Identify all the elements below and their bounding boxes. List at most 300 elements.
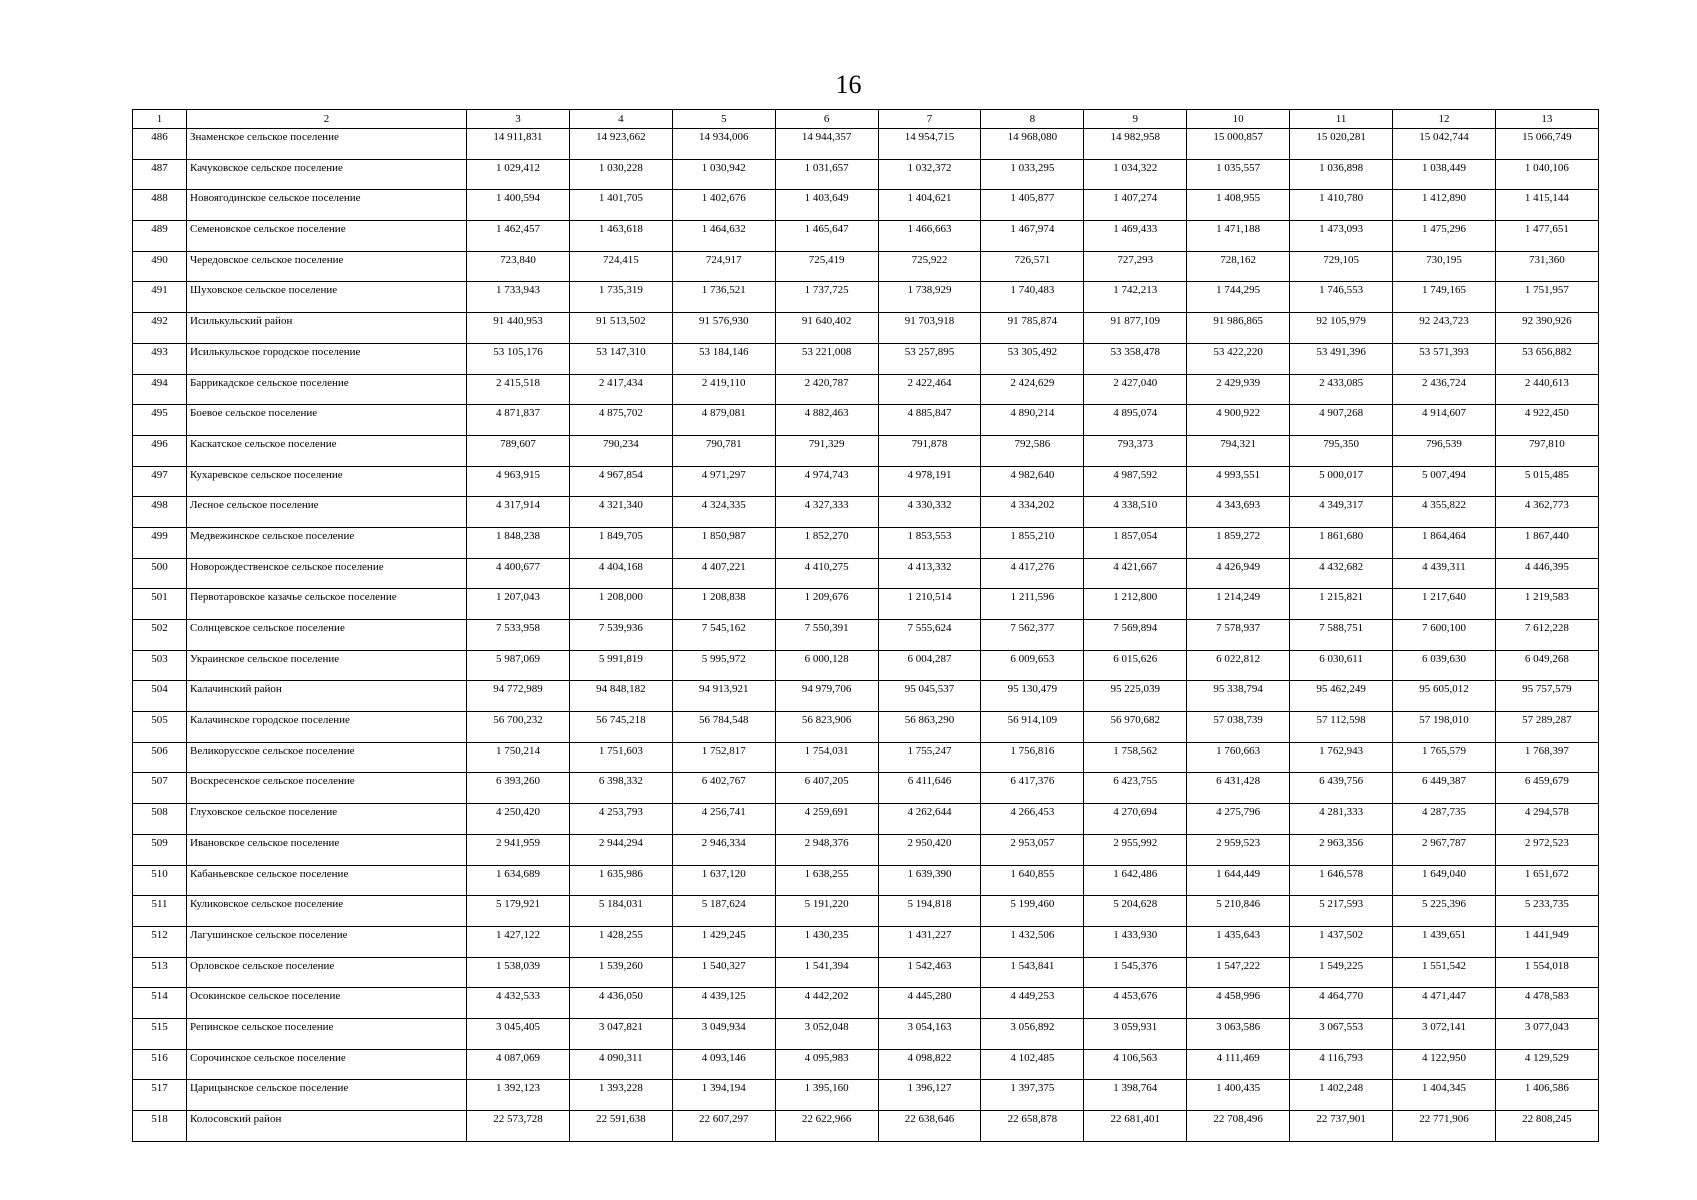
table-row <box>133 957 1599 988</box>
municipality-name: Боевое сельское поселение <box>187 405 467 436</box>
value-cell-col-13: 1 554,018 <box>1495 957 1598 988</box>
value-cell-col-11: 5 217,593 <box>1290 896 1393 927</box>
value-cell-col-7: 2 950,420 <box>878 834 981 865</box>
municipality-name: Царицынское сельское поселение <box>187 1080 467 1111</box>
value-cell-col-10: 4 458,996 <box>1187 988 1290 1019</box>
row-number: 513 <box>133 957 187 988</box>
value-cell-col-6: 22 622,966 <box>775 1111 878 1142</box>
value-cell-col-9: 1 857,054 <box>1084 527 1187 558</box>
value-cell-col-13: 4 478,583 <box>1495 988 1598 1019</box>
value-cell-col-3: 1 400,594 <box>467 190 570 221</box>
value-cell-col-4: 1 428,255 <box>569 926 672 957</box>
value-cell-col-10: 1 547,222 <box>1187 957 1290 988</box>
value-cell-col-8: 1 211,596 <box>981 589 1084 620</box>
value-cell-col-8: 91 785,874 <box>981 313 1084 344</box>
table-row <box>133 405 1599 436</box>
table-row <box>133 282 1599 313</box>
value-cell-col-13: 6 459,679 <box>1495 773 1598 804</box>
table-row <box>133 589 1599 620</box>
value-cell-col-8: 53 305,492 <box>981 343 1084 374</box>
row-number: 489 <box>133 221 187 252</box>
value-cell-col-4: 1 393,228 <box>569 1080 672 1111</box>
column-header-2: 2 <box>187 110 467 129</box>
value-cell-col-11: 95 462,249 <box>1290 681 1393 712</box>
value-cell-col-6: 3 052,048 <box>775 1018 878 1049</box>
value-cell-col-13: 22 808,245 <box>1495 1111 1598 1142</box>
value-cell-col-3: 1 427,122 <box>467 926 570 957</box>
value-cell-col-5: 1 850,987 <box>672 527 775 558</box>
value-cell-col-8: 1 467,974 <box>981 221 1084 252</box>
value-cell-col-9: 4 895,074 <box>1084 405 1187 436</box>
row-number: 507 <box>133 773 187 804</box>
value-cell-col-5: 1 402,676 <box>672 190 775 221</box>
municipality-name: Чередовское сельское поселение <box>187 251 467 282</box>
value-cell-col-9: 1 212,800 <box>1084 589 1187 620</box>
table-row <box>133 251 1599 282</box>
value-cell-col-12: 5 007,494 <box>1393 466 1496 497</box>
municipality-name: Репинское сельское поселение <box>187 1018 467 1049</box>
value-cell-col-7: 725,922 <box>878 251 981 282</box>
value-cell-col-12: 53 571,393 <box>1393 343 1496 374</box>
value-cell-col-6: 2 420,787 <box>775 374 878 405</box>
column-header-6: 6 <box>775 110 878 129</box>
value-cell-col-3: 1 538,039 <box>467 957 570 988</box>
value-cell-col-13: 1 415,144 <box>1495 190 1598 221</box>
value-cell-col-9: 1 742,213 <box>1084 282 1187 313</box>
value-cell-col-6: 791,329 <box>775 435 878 466</box>
value-cell-col-13: 7 612,228 <box>1495 620 1598 651</box>
value-cell-col-13: 15 066,749 <box>1495 129 1598 160</box>
value-cell-col-10: 1 760,663 <box>1187 742 1290 773</box>
value-cell-col-13: 1 406,586 <box>1495 1080 1598 1111</box>
value-cell-col-3: 4 871,837 <box>467 405 570 436</box>
value-cell-col-5: 1 752,817 <box>672 742 775 773</box>
value-cell-col-6: 7 550,391 <box>775 620 878 651</box>
table-row <box>133 834 1599 865</box>
value-cell-col-7: 7 555,624 <box>878 620 981 651</box>
value-cell-col-4: 4 321,340 <box>569 497 672 528</box>
value-cell-col-8: 2 953,057 <box>981 834 1084 865</box>
value-cell-col-13: 1 040,106 <box>1495 159 1598 190</box>
table-row <box>133 466 1599 497</box>
value-cell-col-9: 2 955,992 <box>1084 834 1187 865</box>
municipality-name: Лагушинское сельское поселение <box>187 926 467 957</box>
value-cell-col-7: 14 954,715 <box>878 129 981 160</box>
value-cell-col-11: 2 433,085 <box>1290 374 1393 405</box>
value-cell-col-4: 6 398,332 <box>569 773 672 804</box>
value-cell-col-3: 7 533,958 <box>467 620 570 651</box>
municipality-name: Осокинское сельское поселение <box>187 988 467 1019</box>
value-cell-col-6: 56 823,906 <box>775 712 878 743</box>
row-number: 509 <box>133 834 187 865</box>
value-cell-col-6: 14 944,357 <box>775 129 878 160</box>
value-cell-col-3: 723,840 <box>467 251 570 282</box>
municipality-name: Качуковское сельское поселение <box>187 159 467 190</box>
value-cell-col-12: 4 122,950 <box>1393 1049 1496 1080</box>
value-cell-col-4: 5 184,031 <box>569 896 672 927</box>
header-row <box>133 110 1599 129</box>
value-cell-col-4: 91 513,502 <box>569 313 672 344</box>
value-cell-col-3: 4 400,677 <box>467 558 570 589</box>
municipality-name: Исилькульский район <box>187 313 467 344</box>
row-number: 515 <box>133 1018 187 1049</box>
municipality-name: Ивановское сельское поселение <box>187 834 467 865</box>
municipality-name: Исилькульское городское поселение <box>187 343 467 374</box>
value-cell-col-5: 2 419,110 <box>672 374 775 405</box>
row-number: 487 <box>133 159 187 190</box>
value-cell-col-11: 92 105,979 <box>1290 313 1393 344</box>
value-cell-col-3: 3 045,405 <box>467 1018 570 1049</box>
value-cell-col-12: 730,195 <box>1393 251 1496 282</box>
value-cell-col-9: 95 225,039 <box>1084 681 1187 712</box>
row-number: 504 <box>133 681 187 712</box>
value-cell-col-5: 1 464,632 <box>672 221 775 252</box>
value-cell-col-10: 4 900,922 <box>1187 405 1290 436</box>
value-cell-col-13: 6 049,268 <box>1495 650 1598 681</box>
value-cell-col-4: 724,415 <box>569 251 672 282</box>
value-cell-col-10: 1 400,435 <box>1187 1080 1290 1111</box>
row-number: 497 <box>133 466 187 497</box>
value-cell-col-10: 1 214,249 <box>1187 589 1290 620</box>
value-cell-col-6: 6 000,128 <box>775 650 878 681</box>
value-cell-col-9: 1 398,764 <box>1084 1080 1187 1111</box>
value-cell-col-8: 14 968,080 <box>981 129 1084 160</box>
value-cell-col-3: 5 987,069 <box>467 650 570 681</box>
value-cell-col-5: 5 995,972 <box>672 650 775 681</box>
table-row <box>133 650 1599 681</box>
value-cell-col-5: 4 407,221 <box>672 558 775 589</box>
value-cell-col-12: 1 404,345 <box>1393 1080 1496 1111</box>
value-cell-col-13: 3 077,043 <box>1495 1018 1598 1049</box>
value-cell-col-9: 4 453,676 <box>1084 988 1187 1019</box>
value-cell-col-12: 1 475,296 <box>1393 221 1496 252</box>
value-cell-col-7: 95 045,537 <box>878 681 981 712</box>
row-number: 511 <box>133 896 187 927</box>
value-cell-col-8: 6 009,653 <box>981 650 1084 681</box>
value-cell-col-4: 790,234 <box>569 435 672 466</box>
value-cell-col-5: 6 402,767 <box>672 773 775 804</box>
value-cell-col-13: 4 129,529 <box>1495 1049 1598 1080</box>
value-cell-col-9: 6 423,755 <box>1084 773 1187 804</box>
value-cell-col-3: 1 634,689 <box>467 865 570 896</box>
value-cell-col-9: 6 015,626 <box>1084 650 1187 681</box>
value-cell-col-13: 797,810 <box>1495 435 1598 466</box>
value-cell-col-12: 1 038,449 <box>1393 159 1496 190</box>
table-row <box>133 620 1599 651</box>
column-header-9: 9 <box>1084 110 1187 129</box>
data-table <box>132 109 1599 1142</box>
value-cell-col-3: 1 029,412 <box>467 159 570 190</box>
value-cell-col-13: 53 656,882 <box>1495 343 1598 374</box>
table-row <box>133 865 1599 896</box>
value-cell-col-10: 1 408,955 <box>1187 190 1290 221</box>
municipality-name: Воскресенское сельское поселение <box>187 773 467 804</box>
column-header-5: 5 <box>672 110 775 129</box>
value-cell-col-6: 6 407,205 <box>775 773 878 804</box>
table-row <box>133 1111 1599 1142</box>
value-cell-col-6: 1 754,031 <box>775 742 878 773</box>
value-cell-col-12: 2 967,787 <box>1393 834 1496 865</box>
value-cell-col-5: 1 429,245 <box>672 926 775 957</box>
value-cell-col-6: 725,419 <box>775 251 878 282</box>
value-cell-col-3: 22 573,728 <box>467 1111 570 1142</box>
value-cell-col-9: 1 469,433 <box>1084 221 1187 252</box>
value-cell-col-12: 4 355,822 <box>1393 497 1496 528</box>
value-cell-col-8: 4 417,276 <box>981 558 1084 589</box>
value-cell-col-10: 1 859,272 <box>1187 527 1290 558</box>
column-header-1: 1 <box>133 110 187 129</box>
value-cell-col-3: 4 317,914 <box>467 497 570 528</box>
value-cell-col-5: 724,917 <box>672 251 775 282</box>
value-cell-col-11: 57 112,598 <box>1290 712 1393 743</box>
value-cell-col-4: 4 253,793 <box>569 804 672 835</box>
row-number: 508 <box>133 804 187 835</box>
value-cell-col-13: 4 362,773 <box>1495 497 1598 528</box>
value-cell-col-6: 1 852,270 <box>775 527 878 558</box>
table-row <box>133 159 1599 190</box>
value-cell-col-8: 726,571 <box>981 251 1084 282</box>
value-cell-col-8: 1 397,375 <box>981 1080 1084 1111</box>
value-cell-col-3: 1 392,123 <box>467 1080 570 1111</box>
table-row <box>133 313 1599 344</box>
value-cell-col-7: 1 210,514 <box>878 589 981 620</box>
value-cell-col-4: 1 539,260 <box>569 957 672 988</box>
value-cell-col-7: 4 445,280 <box>878 988 981 1019</box>
value-cell-col-10: 4 426,949 <box>1187 558 1290 589</box>
row-number: 486 <box>133 129 187 160</box>
table-row <box>133 926 1599 957</box>
value-cell-col-9: 22 681,401 <box>1084 1111 1187 1142</box>
value-cell-col-13: 5 233,735 <box>1495 896 1598 927</box>
value-cell-col-10: 6 431,428 <box>1187 773 1290 804</box>
value-cell-col-3: 1 750,214 <box>467 742 570 773</box>
value-cell-col-13: 4 922,450 <box>1495 405 1598 436</box>
value-cell-col-4: 1 208,000 <box>569 589 672 620</box>
value-cell-col-7: 1 542,463 <box>878 957 981 988</box>
value-cell-col-5: 4 879,081 <box>672 405 775 436</box>
row-number: 499 <box>133 527 187 558</box>
value-cell-col-6: 1 465,647 <box>775 221 878 252</box>
value-cell-col-8: 4 890,214 <box>981 405 1084 436</box>
value-cell-col-7: 1 738,929 <box>878 282 981 313</box>
value-cell-col-12: 4 439,311 <box>1393 558 1496 589</box>
row-number: 488 <box>133 190 187 221</box>
value-cell-col-5: 4 256,741 <box>672 804 775 835</box>
value-cell-col-3: 1 207,043 <box>467 589 570 620</box>
value-cell-col-5: 4 439,125 <box>672 988 775 1019</box>
value-cell-col-8: 4 334,202 <box>981 497 1084 528</box>
row-number: 517 <box>133 1080 187 1111</box>
value-cell-col-12: 6 449,387 <box>1393 773 1496 804</box>
value-cell-col-10: 1 471,188 <box>1187 221 1290 252</box>
value-cell-col-5: 91 576,930 <box>672 313 775 344</box>
value-cell-col-10: 3 063,586 <box>1187 1018 1290 1049</box>
value-cell-col-5: 5 187,624 <box>672 896 775 927</box>
value-cell-col-6: 53 221,008 <box>775 343 878 374</box>
value-cell-col-12: 1 749,165 <box>1393 282 1496 313</box>
value-cell-col-10: 2 429,939 <box>1187 374 1290 405</box>
value-cell-col-8: 3 056,892 <box>981 1018 1084 1049</box>
value-cell-col-6: 4 259,691 <box>775 804 878 835</box>
value-cell-col-9: 1 545,376 <box>1084 957 1187 988</box>
value-cell-col-8: 4 266,453 <box>981 804 1084 835</box>
municipality-name: Медвежинское сельское поселение <box>187 527 467 558</box>
value-cell-col-9: 1 034,322 <box>1084 159 1187 190</box>
value-cell-col-5: 1 540,327 <box>672 957 775 988</box>
value-cell-col-8: 1 640,855 <box>981 865 1084 896</box>
value-cell-col-5: 22 607,297 <box>672 1111 775 1142</box>
value-cell-col-13: 1 477,651 <box>1495 221 1598 252</box>
value-cell-col-4: 53 147,310 <box>569 343 672 374</box>
value-cell-col-3: 1 462,457 <box>467 221 570 252</box>
value-cell-col-9: 7 569,894 <box>1084 620 1187 651</box>
value-cell-col-10: 53 422,220 <box>1187 343 1290 374</box>
value-cell-col-9: 3 059,931 <box>1084 1018 1187 1049</box>
row-number: 505 <box>133 712 187 743</box>
value-cell-col-4: 56 745,218 <box>569 712 672 743</box>
value-cell-col-6: 5 191,220 <box>775 896 878 927</box>
row-number: 491 <box>133 282 187 313</box>
value-cell-col-3: 1 733,943 <box>467 282 570 313</box>
data-table-container <box>132 109 1598 1142</box>
value-cell-col-8: 95 130,479 <box>981 681 1084 712</box>
value-cell-col-11: 729,105 <box>1290 251 1393 282</box>
table-row <box>133 804 1599 835</box>
value-cell-col-4: 4 404,168 <box>569 558 672 589</box>
value-cell-col-9: 14 982,958 <box>1084 129 1187 160</box>
value-cell-col-10: 95 338,794 <box>1187 681 1290 712</box>
value-cell-col-12: 95 605,012 <box>1393 681 1496 712</box>
table-body <box>133 129 1599 1142</box>
value-cell-col-11: 7 588,751 <box>1290 620 1393 651</box>
value-cell-col-12: 1 649,040 <box>1393 865 1496 896</box>
row-number: 498 <box>133 497 187 528</box>
value-cell-col-8: 4 982,640 <box>981 466 1084 497</box>
value-cell-col-4: 1 463,618 <box>569 221 672 252</box>
value-cell-col-4: 1 030,228 <box>569 159 672 190</box>
value-cell-col-9: 56 970,682 <box>1084 712 1187 743</box>
value-cell-col-5: 94 913,921 <box>672 681 775 712</box>
value-cell-col-6: 1 541,394 <box>775 957 878 988</box>
value-cell-col-10: 4 343,693 <box>1187 497 1290 528</box>
value-cell-col-7: 3 054,163 <box>878 1018 981 1049</box>
value-cell-col-11: 1 410,780 <box>1290 190 1393 221</box>
value-cell-col-12: 1 439,651 <box>1393 926 1496 957</box>
value-cell-col-5: 790,781 <box>672 435 775 466</box>
value-cell-col-8: 1 855,210 <box>981 527 1084 558</box>
table-row <box>133 1080 1599 1111</box>
value-cell-col-5: 1 208,838 <box>672 589 775 620</box>
value-cell-col-6: 4 882,463 <box>775 405 878 436</box>
value-cell-col-5: 1 394,194 <box>672 1080 775 1111</box>
municipality-name: Калачинское городское поселение <box>187 712 467 743</box>
row-number: 506 <box>133 742 187 773</box>
value-cell-col-10: 1 035,557 <box>1187 159 1290 190</box>
table-row <box>133 221 1599 252</box>
row-number: 514 <box>133 988 187 1019</box>
value-cell-col-13: 1 768,397 <box>1495 742 1598 773</box>
value-cell-col-12: 2 436,724 <box>1393 374 1496 405</box>
value-cell-col-8: 6 417,376 <box>981 773 1084 804</box>
value-cell-col-12: 57 198,010 <box>1393 712 1496 743</box>
value-cell-col-6: 4 974,743 <box>775 466 878 497</box>
table-row <box>133 988 1599 1019</box>
value-cell-col-10: 15 000,857 <box>1187 129 1290 160</box>
value-cell-col-7: 56 863,290 <box>878 712 981 743</box>
value-cell-col-8: 1 756,816 <box>981 742 1084 773</box>
value-cell-col-13: 92 390,926 <box>1495 313 1598 344</box>
value-cell-col-9: 1 642,486 <box>1084 865 1187 896</box>
row-number: 493 <box>133 343 187 374</box>
value-cell-col-12: 1 765,579 <box>1393 742 1496 773</box>
value-cell-col-3: 4 432,533 <box>467 988 570 1019</box>
municipality-name: Кухаревское сельское поселение <box>187 466 467 497</box>
value-cell-col-8: 4 449,253 <box>981 988 1084 1019</box>
value-cell-col-9: 4 421,667 <box>1084 558 1187 589</box>
value-cell-col-7: 4 098,822 <box>878 1049 981 1080</box>
value-cell-col-11: 15 020,281 <box>1290 129 1393 160</box>
municipality-name: Сорочинское сельское поселение <box>187 1049 467 1080</box>
value-cell-col-5: 14 934,006 <box>672 129 775 160</box>
municipality-name: Лесное сельское поселение <box>187 497 467 528</box>
value-cell-col-11: 4 464,770 <box>1290 988 1393 1019</box>
value-cell-col-7: 6 004,287 <box>878 650 981 681</box>
value-cell-col-3: 6 393,260 <box>467 773 570 804</box>
row-number: 510 <box>133 865 187 896</box>
value-cell-col-10: 794,321 <box>1187 435 1290 466</box>
value-cell-col-9: 53 358,478 <box>1084 343 1187 374</box>
value-cell-col-6: 1 395,160 <box>775 1080 878 1111</box>
value-cell-col-8: 7 562,377 <box>981 620 1084 651</box>
table-row <box>133 558 1599 589</box>
value-cell-col-11: 1 762,943 <box>1290 742 1393 773</box>
municipality-name: Орловское сельское поселение <box>187 957 467 988</box>
value-cell-col-3: 5 179,921 <box>467 896 570 927</box>
value-cell-col-6: 1 430,235 <box>775 926 878 957</box>
value-cell-col-8: 56 914,109 <box>981 712 1084 743</box>
value-cell-col-7: 1 404,621 <box>878 190 981 221</box>
value-cell-col-8: 1 740,483 <box>981 282 1084 313</box>
value-cell-col-8: 22 658,878 <box>981 1111 1084 1142</box>
value-cell-col-4: 4 967,854 <box>569 466 672 497</box>
value-cell-col-10: 5 210,846 <box>1187 896 1290 927</box>
municipality-name: Первотаровское казачье сельское поселение <box>187 589 467 620</box>
value-cell-col-11: 4 281,333 <box>1290 804 1393 835</box>
municipality-name: Семеновское сельское поселение <box>187 221 467 252</box>
value-cell-col-6: 1 031,657 <box>775 159 878 190</box>
municipality-name: Украинское сельское поселение <box>187 650 467 681</box>
value-cell-col-10: 91 986,865 <box>1187 313 1290 344</box>
value-cell-col-5: 7 545,162 <box>672 620 775 651</box>
municipality-name: Новорождественское сельское поселение <box>187 558 467 589</box>
value-cell-col-11: 4 116,793 <box>1290 1049 1393 1080</box>
value-cell-col-6: 2 948,376 <box>775 834 878 865</box>
value-cell-col-6: 91 640,402 <box>775 313 878 344</box>
value-cell-col-4: 22 591,638 <box>569 1111 672 1142</box>
table-row <box>133 742 1599 773</box>
value-cell-col-4: 2 417,434 <box>569 374 672 405</box>
value-cell-col-9: 4 338,510 <box>1084 497 1187 528</box>
value-cell-col-5: 53 184,146 <box>672 343 775 374</box>
value-cell-col-7: 22 638,646 <box>878 1111 981 1142</box>
municipality-name: Новоягодинское сельское поселение <box>187 190 467 221</box>
value-cell-col-3: 4 250,420 <box>467 804 570 835</box>
page-number: 16 <box>835 70 862 99</box>
value-cell-col-11: 6 030,611 <box>1290 650 1393 681</box>
table-row <box>133 190 1599 221</box>
value-cell-col-8: 792,586 <box>981 435 1084 466</box>
value-cell-col-13: 95 757,579 <box>1495 681 1598 712</box>
